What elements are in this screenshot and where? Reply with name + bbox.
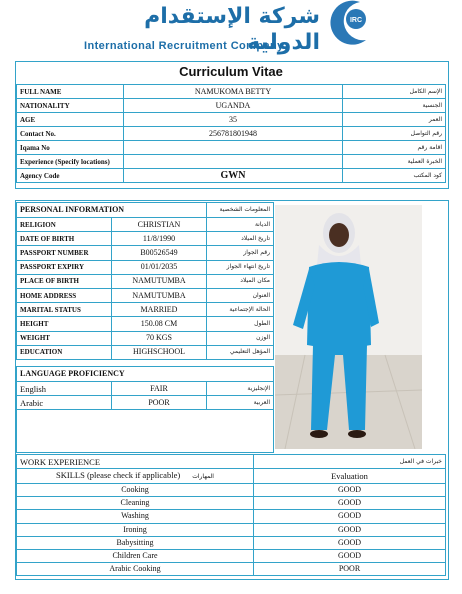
- skill-name: Cooking: [17, 484, 254, 497]
- work-experience-heading-arabic: خبرات في العمل: [254, 455, 446, 469]
- personal-field-value: HIGHSCHOOL: [112, 345, 207, 359]
- skill-name: Washing: [17, 510, 254, 523]
- cv-row: [17, 169, 446, 183]
- cv-field-label: Contact No.: [17, 127, 124, 141]
- personal-field-value: NAMUTUMBA: [112, 288, 207, 302]
- personal-info-row: [17, 288, 274, 302]
- language-heading: LANGUAGE PROFICIENCY: [17, 367, 274, 382]
- language-name: English: [17, 382, 112, 396]
- skill-name: Cleaning: [17, 497, 254, 510]
- personal-field-arabic-label: العنوان: [207, 288, 274, 302]
- cv-field-arabic-label: كود المكتب: [343, 169, 446, 183]
- personal-field-label: WEIGHT: [17, 331, 112, 345]
- work-experience-header-row: [17, 455, 446, 469]
- personal-info-row: [17, 274, 274, 288]
- personal-info-row: [17, 246, 274, 260]
- cv-field-value: 256781801948: [124, 127, 343, 141]
- page-title: Curriculum Vitae: [179, 64, 283, 79]
- skill-evaluation: GOOD: [254, 497, 446, 510]
- cv-row: [17, 85, 446, 99]
- personal-field-label: PLACE OF BIRTH: [17, 274, 112, 288]
- personal-field-value: 150.08 CM: [112, 317, 207, 331]
- personal-field-label: HEIGHT: [17, 317, 112, 331]
- cv-field-label: Iqama No: [17, 141, 124, 155]
- personal-info-row: [17, 232, 274, 246]
- logo-arabic-text: شركة الإستقدام الدولية: [144, 4, 320, 55]
- personal-field-value: 70 KGS: [112, 331, 207, 345]
- cv-field-label: FULL NAME: [17, 85, 124, 99]
- cv-field-label: NATIONALITY: [17, 99, 124, 113]
- cv-field-label: Experience (Specify locations): [17, 155, 124, 169]
- personal-info-heading: PERSONAL INFORMATION: [17, 203, 207, 218]
- skill-evaluation: GOOD: [254, 549, 446, 562]
- language-name-arabic: العربية: [207, 396, 274, 410]
- personal-info-row: [17, 331, 274, 345]
- language-level: FAIR: [112, 382, 207, 396]
- work-experience-heading: WORK EXPERIENCE: [17, 455, 254, 469]
- language-row: [17, 382, 274, 396]
- skills-heading: [17, 469, 254, 484]
- language-header-row: [17, 367, 274, 382]
- personal-field-value: NAMUTUMBA: [112, 274, 207, 288]
- logo-badge-text: IRC: [349, 17, 363, 24]
- personal-field-arabic-label: الوزن: [207, 331, 274, 345]
- language-blank-row: [17, 410, 274, 453]
- personal-field-value: 11/8/1990: [112, 232, 207, 246]
- personal-field-label: DATE OF BIRTH: [17, 232, 112, 246]
- personal-field-arabic-label: تاريخ الميلاد: [207, 232, 274, 246]
- language-level: POOR: [112, 396, 207, 410]
- personal-field-arabic-label: مكان الميلاد: [207, 274, 274, 288]
- personal-info-row: [17, 303, 274, 317]
- language-name-arabic: الإنجليزية: [207, 382, 274, 396]
- skills-heading-arabic: المهارات: [192, 473, 214, 480]
- personal-info-row: [17, 218, 274, 232]
- cv-field-value: [124, 141, 343, 155]
- cv-field-arabic-label: اقامة رقم: [343, 141, 446, 155]
- cv-field-arabic-label: الجنسية: [343, 99, 446, 113]
- personal-field-label: PASSPORT EXPIRY: [17, 260, 112, 274]
- work-experience-table: [16, 454, 446, 576]
- personal-info-header-row: [17, 203, 274, 218]
- personal-info-row: [17, 317, 274, 331]
- cv-field-value: 35: [124, 113, 343, 127]
- skill-evaluation: GOOD: [254, 510, 446, 523]
- personal-field-label: RELIGION: [17, 218, 112, 232]
- personal-field-label: EDUCATION: [17, 345, 112, 359]
- cv-field-label: AGE: [17, 113, 124, 127]
- personal-field-value: 01/01/2035: [112, 260, 207, 274]
- cv-field-arabic-label: العمر: [343, 113, 446, 127]
- cv-field-arabic-label: الإسم الكامل: [343, 85, 446, 99]
- personal-info-row: [17, 260, 274, 274]
- personal-field-label: MARITAL STATUS: [17, 303, 112, 317]
- personal-info-table: [16, 202, 274, 360]
- personal-field-label: HOME ADDRESS: [17, 288, 112, 302]
- skill-name: Ironing: [17, 523, 254, 536]
- skill-evaluation: GOOD: [254, 523, 446, 536]
- cv-field-value: [124, 155, 343, 169]
- personal-field-arabic-label: المؤهل التعليمي: [207, 345, 274, 359]
- cv-row: [17, 141, 446, 155]
- skill-name: Babysitting: [17, 536, 254, 549]
- cv-field-value: GWN: [124, 169, 343, 183]
- skill-evaluation: GOOD: [254, 484, 446, 497]
- cv-field-value: UGANDA: [124, 99, 343, 113]
- company-header: [0, 0, 462, 58]
- skill-row: [17, 563, 446, 576]
- skill-row: [17, 536, 446, 549]
- skill-row: [17, 497, 446, 510]
- personal-field-arabic-label: الديانة: [207, 218, 274, 232]
- personal-field-arabic-label: رقم الجواز: [207, 246, 274, 260]
- personal-field-arabic-label: تاريخ انتهاء الجواز: [207, 260, 274, 274]
- language-row: [17, 396, 274, 410]
- blank-cell: [17, 410, 274, 453]
- language-name: Arabic: [17, 396, 112, 410]
- cv-field-arabic-label: الخبرة العملية: [343, 155, 446, 169]
- skill-name: Children Care: [17, 549, 254, 562]
- personal-field-value: B00526549: [112, 246, 207, 260]
- cv-field-label: Agency Code: [17, 169, 124, 183]
- language-table: [16, 366, 274, 453]
- personal-field-arabic-label: الحالة الإجتماعية: [207, 303, 274, 317]
- personal-field-label: PASSPORT NUMBER: [17, 246, 112, 260]
- skill-row: [17, 484, 446, 497]
- personal-info-row: [17, 345, 274, 359]
- cv-row: [17, 113, 446, 127]
- company-logo-icon: [326, 0, 370, 46]
- cv-field-arabic-label: رقم التواصل: [343, 127, 446, 141]
- personal-info-heading-arabic: المعلومات الشخصية: [207, 203, 274, 218]
- skill-name: Arabic Cooking: [17, 563, 254, 576]
- applicant-photo: [275, 205, 422, 449]
- skills-heading-text: SKILLS (please check if applicable): [56, 470, 181, 480]
- skill-row: [17, 523, 446, 536]
- evaluation-heading: Evaluation: [254, 469, 446, 484]
- cv-field-value: NAMUKOMA BETTY: [124, 85, 343, 99]
- cv-row: [17, 127, 446, 141]
- cv-summary-table: [16, 84, 446, 183]
- personal-field-value: MARRIED: [112, 303, 207, 317]
- skill-evaluation: GOOD: [254, 536, 446, 549]
- skill-row: [17, 510, 446, 523]
- skill-evaluation: POOR: [254, 563, 446, 576]
- skills-header-row: [17, 469, 446, 484]
- personal-field-value: CHRISTIAN: [112, 218, 207, 232]
- logo-english-text: International Recruitment Company: [84, 40, 284, 52]
- cv-row: [17, 155, 446, 169]
- personal-field-arabic-label: الطول: [207, 317, 274, 331]
- cv-row: [17, 99, 446, 113]
- skill-row: [17, 549, 446, 562]
